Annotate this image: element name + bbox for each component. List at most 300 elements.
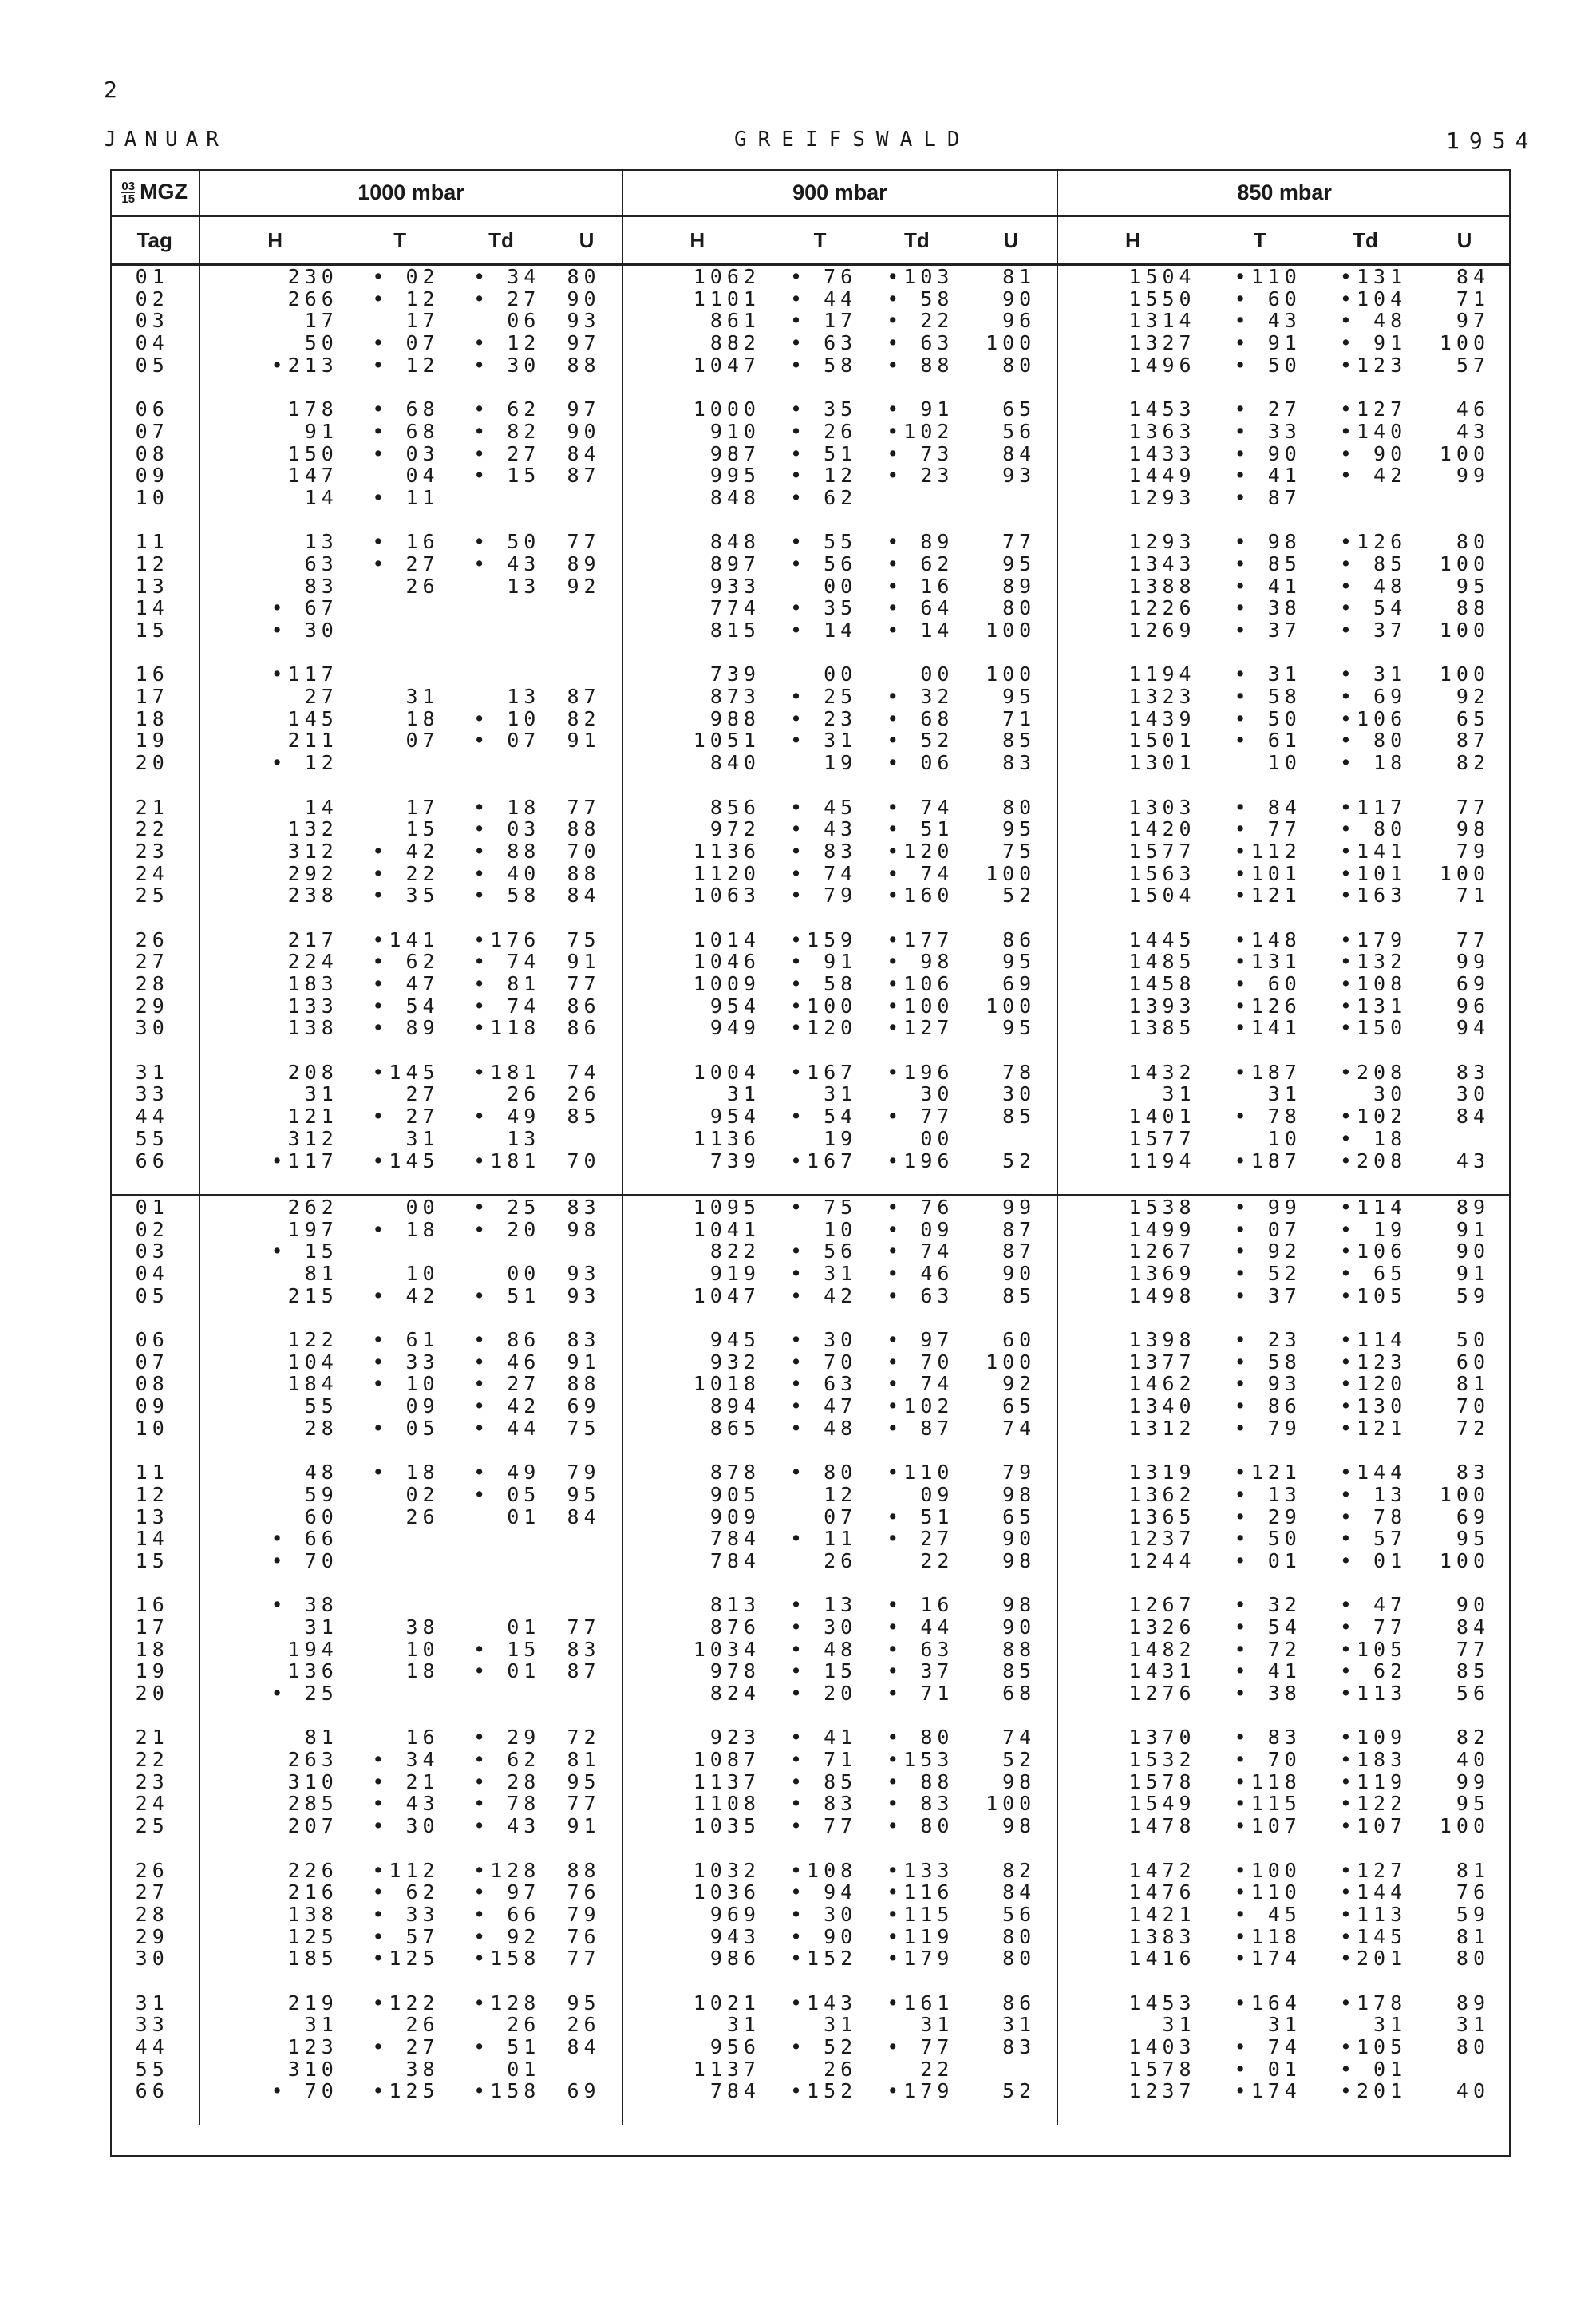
table-cell: • 66 bbox=[271, 1527, 338, 1551]
table-cell: •167 bbox=[790, 1060, 858, 1084]
value-group bbox=[1207, 797, 1313, 907]
table-cell: •141 bbox=[1234, 1016, 1302, 1040]
table-cell: 81 bbox=[1002, 265, 1037, 288]
value-group bbox=[1058, 929, 1207, 1039]
table-cell: 100 bbox=[1439, 662, 1490, 686]
table-cell: • 81 bbox=[473, 972, 541, 995]
table-cell: 76 bbox=[1456, 1880, 1490, 1904]
table-cell: 50 bbox=[1456, 1328, 1490, 1351]
day-label: 66 bbox=[135, 2079, 169, 2103]
table-cell: • 50 bbox=[1234, 353, 1302, 377]
table-cell: 43 bbox=[1456, 419, 1490, 443]
value-group bbox=[623, 531, 772, 641]
table-cell: 1014 bbox=[693, 927, 760, 951]
table-cell: • 27 bbox=[473, 441, 541, 465]
day-label: 17 bbox=[135, 1615, 169, 1639]
table-cell: • 33 bbox=[1234, 419, 1302, 443]
table-cell: 84 bbox=[1002, 1880, 1037, 1904]
table-cell: 00 bbox=[405, 1195, 440, 1219]
table-cell: 949 bbox=[709, 1016, 760, 1040]
table-cell: • 01 bbox=[1339, 2057, 1408, 2081]
table-cell bbox=[451, 619, 552, 642]
table-cell: • 91 bbox=[790, 950, 858, 974]
table-cell: 52 bbox=[1002, 2079, 1037, 2103]
table-cell: • 58 bbox=[473, 884, 541, 907]
value-group bbox=[1058, 1594, 1207, 1704]
table-cell: 123 bbox=[287, 2035, 338, 2058]
table-cell: 1476 bbox=[1128, 1880, 1196, 1904]
table-cell: 1244 bbox=[1128, 1548, 1196, 1572]
table-cell: • 46 bbox=[473, 1350, 541, 1374]
table-cell: 77 bbox=[1002, 530, 1037, 554]
value-group bbox=[623, 663, 772, 773]
value-group bbox=[200, 266, 349, 376]
day-label: 04 bbox=[135, 1261, 169, 1285]
value-group bbox=[1207, 1196, 1313, 1307]
table-cell: • 80 bbox=[1339, 729, 1408, 753]
col-header-td bbox=[868, 216, 965, 265]
table-cell: 1462 bbox=[1128, 1372, 1196, 1396]
table-cell: • 38 bbox=[1234, 1682, 1302, 1705]
value-group bbox=[1418, 1992, 1511, 2102]
table-cell: 865 bbox=[709, 1416, 760, 1440]
table-cell: •112 bbox=[1234, 839, 1302, 863]
table-cell: 31 bbox=[1267, 1082, 1302, 1106]
value-group bbox=[965, 266, 1057, 376]
table-cell: • 54 bbox=[1339, 596, 1408, 620]
table-cell: 1577 bbox=[1128, 839, 1196, 863]
col-header-td-text: Td bbox=[903, 227, 930, 252]
year-heading: 1954 bbox=[1446, 128, 1539, 154]
table-cell: 93 bbox=[1002, 464, 1037, 488]
table-cell: 1549 bbox=[1128, 1792, 1196, 1816]
table-cell bbox=[451, 752, 552, 774]
table-cell bbox=[551, 1550, 621, 1572]
table-cell: • 12 bbox=[473, 331, 541, 355]
table-cell: 1421 bbox=[1128, 1902, 1196, 1926]
value-column bbox=[868, 265, 965, 1196]
table-cell: 17 bbox=[405, 795, 440, 819]
table-cell: • 15 bbox=[271, 1240, 338, 1263]
table-cell: • 58 bbox=[790, 972, 858, 995]
table-cell: 1087 bbox=[693, 1748, 760, 1772]
table-cell: • 98 bbox=[1234, 530, 1302, 554]
table-cell: • 03 bbox=[473, 817, 541, 841]
table-cell: 92 bbox=[567, 574, 601, 598]
table-cell: 84 bbox=[567, 441, 601, 465]
day-group bbox=[110, 1726, 199, 1837]
table-cell bbox=[1418, 487, 1511, 509]
table-cell: • 18 bbox=[1339, 751, 1408, 775]
value-group bbox=[1418, 1726, 1511, 1837]
table-cell: •101 bbox=[1234, 861, 1302, 885]
col-header-t: T bbox=[1207, 216, 1313, 265]
table-cell: •161 bbox=[887, 1991, 954, 2015]
table-cell: • 50 bbox=[1234, 706, 1302, 730]
table-cell: •141 bbox=[372, 927, 440, 951]
table-cell: • 58 bbox=[790, 353, 858, 377]
value-group bbox=[551, 1062, 621, 1172]
table-cell: • 34 bbox=[372, 1748, 440, 1772]
day-label: 44 bbox=[135, 2035, 169, 2058]
table-cell: 85 bbox=[1456, 1659, 1490, 1683]
value-group bbox=[772, 398, 868, 508]
table-cell: 56 bbox=[1002, 419, 1037, 443]
table-cell: 1485 bbox=[1128, 950, 1196, 974]
table-cell: 784 bbox=[709, 1548, 760, 1572]
table-cell: 183 bbox=[287, 972, 338, 995]
table-cell: 82 bbox=[1002, 1858, 1037, 1882]
day-group bbox=[110, 266, 199, 376]
value-group bbox=[868, 1329, 965, 1439]
table-cell: 312 bbox=[287, 1126, 338, 1150]
col-header-td-text: Td bbox=[1353, 227, 1378, 252]
table-cell: 873 bbox=[709, 685, 760, 709]
day-label: 14 bbox=[135, 1527, 169, 1551]
table-cell: 1472 bbox=[1128, 1858, 1196, 1882]
table-cell: • 51 bbox=[473, 1283, 541, 1307]
table-cell: •108 bbox=[1339, 972, 1408, 995]
table-cell: • 12 bbox=[790, 464, 858, 488]
table-cell: 197 bbox=[287, 1217, 338, 1241]
table-cell: •118 bbox=[1234, 1924, 1302, 1948]
table-cell: •131 bbox=[1234, 950, 1302, 974]
table-cell: 80 bbox=[1456, 530, 1490, 554]
table-cell: 1453 bbox=[1128, 1991, 1196, 2015]
table-cell: 956 bbox=[709, 2035, 760, 2058]
table-cell: 77 bbox=[1456, 795, 1490, 819]
table-cell: 65 bbox=[1456, 706, 1490, 730]
value-group bbox=[551, 1196, 621, 1307]
table-cell bbox=[551, 663, 621, 686]
table-cell: 1062 bbox=[693, 265, 760, 288]
table-cell: 1340 bbox=[1128, 1394, 1196, 1418]
table-cell: •120 bbox=[1339, 1372, 1408, 1396]
table-cell: • 27 bbox=[372, 2035, 440, 2058]
table-cell: • 41 bbox=[1234, 464, 1302, 488]
table-cell: 80 bbox=[1002, 353, 1037, 377]
table-cell: 815 bbox=[709, 619, 760, 642]
value-group bbox=[623, 1594, 772, 1704]
day-label: 23 bbox=[135, 839, 169, 863]
table-cell: •113 bbox=[1339, 1902, 1408, 1926]
table-cell bbox=[350, 1240, 451, 1263]
table-cell: 99 bbox=[1456, 1769, 1490, 1793]
mgz-numerator: 03 bbox=[121, 180, 136, 194]
table-cell: 06 bbox=[507, 309, 541, 333]
table-cell bbox=[350, 663, 451, 686]
table-cell: 84 bbox=[1456, 1615, 1490, 1639]
day-label: 05 bbox=[135, 353, 169, 377]
day-label: 66 bbox=[135, 1149, 169, 1172]
table-cell: 83 bbox=[1002, 2035, 1037, 2058]
table-cell: 92 bbox=[1002, 1372, 1037, 1396]
table-cell: 74 bbox=[567, 1060, 601, 1084]
table-cell: 38 bbox=[405, 2057, 440, 2081]
table-cell: •141 bbox=[1339, 839, 1408, 863]
table-cell: • 62 bbox=[1339, 1659, 1408, 1683]
table-cell: 15 bbox=[405, 817, 440, 841]
table-cell: 57 bbox=[1456, 353, 1490, 377]
table-cell: 77 bbox=[1456, 927, 1490, 951]
table-cell: 784 bbox=[709, 2079, 760, 2103]
table-cell: 31 bbox=[304, 2013, 338, 2037]
table-cell: 09 bbox=[405, 1394, 440, 1418]
table-cell: 185 bbox=[287, 1947, 338, 1971]
table-cell: 91 bbox=[304, 419, 338, 443]
table-cell: • 66 bbox=[473, 1902, 541, 1926]
value-group bbox=[451, 1594, 552, 1704]
table-cell: •112 bbox=[372, 1858, 440, 1882]
table-cell: • 87 bbox=[1234, 485, 1302, 509]
table-cell: 263 bbox=[287, 1748, 338, 1772]
table-cell: •181 bbox=[473, 1060, 541, 1084]
value-group bbox=[965, 1062, 1057, 1172]
table-cell: 07 bbox=[405, 729, 440, 753]
table-cell: 178 bbox=[287, 397, 338, 421]
table-cell: • 18 bbox=[473, 795, 541, 819]
table-cell: 30 bbox=[920, 1082, 954, 1106]
table-cell: •187 bbox=[1234, 1149, 1302, 1172]
table-cell: 100 bbox=[986, 619, 1037, 642]
table-cell: 100 bbox=[1439, 441, 1490, 465]
table-cell: • 20 bbox=[790, 1682, 858, 1705]
table-cell: 882 bbox=[709, 331, 760, 355]
table-cell: 75 bbox=[567, 1416, 601, 1440]
table-cell: • 02 bbox=[372, 265, 440, 288]
table-cell: 10 bbox=[824, 1217, 858, 1241]
value-column bbox=[551, 1195, 622, 2124]
table-cell: 80 bbox=[567, 265, 601, 288]
table-cell: •120 bbox=[887, 839, 954, 863]
value-group bbox=[1207, 1992, 1313, 2102]
value-group bbox=[350, 398, 451, 508]
table-cell: 104 bbox=[287, 1350, 338, 1374]
month-heading: JANUAR bbox=[104, 128, 227, 152]
table-cell: 87 bbox=[1002, 1217, 1037, 1241]
value-column bbox=[200, 265, 349, 1196]
day-label: 24 bbox=[135, 1792, 169, 1816]
day-label: 11 bbox=[135, 1461, 169, 1485]
table-cell: 1550 bbox=[1128, 287, 1196, 310]
table-cell: • 18 bbox=[1339, 1126, 1408, 1150]
day-label: 29 bbox=[135, 1924, 169, 1948]
table-cell: • 27 bbox=[473, 1372, 541, 1396]
value-group bbox=[451, 398, 552, 508]
table-cell: •128 bbox=[473, 1858, 541, 1882]
table-cell: • 63 bbox=[887, 331, 954, 355]
tag-column bbox=[110, 265, 200, 1196]
table-cell: 848 bbox=[709, 485, 760, 509]
table-cell: • 77 bbox=[887, 1105, 954, 1129]
value-group bbox=[772, 663, 868, 773]
table-cell bbox=[965, 487, 1057, 509]
table-cell: 919 bbox=[709, 1261, 760, 1285]
table-cell: • 15 bbox=[473, 1637, 541, 1661]
table-cell: 132 bbox=[287, 817, 338, 841]
table-cell: • 30 bbox=[372, 1814, 440, 1838]
table-cell: 1439 bbox=[1128, 706, 1196, 730]
value-group bbox=[200, 1594, 349, 1704]
table-cell: 1401 bbox=[1128, 1105, 1196, 1129]
table-cell: 1482 bbox=[1128, 1637, 1196, 1661]
table-cell: 19 bbox=[824, 751, 858, 775]
table-cell: 1432 bbox=[1128, 1060, 1196, 1084]
table-cell: 93 bbox=[567, 309, 601, 333]
table-cell: 312 bbox=[287, 839, 338, 863]
table-cell: 00 bbox=[507, 1261, 541, 1285]
value-column bbox=[622, 265, 772, 1196]
table-cell: 1578 bbox=[1128, 1769, 1196, 1793]
table-cell: 943 bbox=[709, 1924, 760, 1948]
table-cell: •122 bbox=[1339, 1792, 1408, 1816]
value-group bbox=[1207, 531, 1313, 641]
table-cell: • 62 bbox=[887, 552, 954, 575]
table-cell: • 89 bbox=[372, 1016, 440, 1040]
value-group bbox=[623, 929, 772, 1039]
day-label: 55 bbox=[135, 2057, 169, 2081]
table-cell: 43 bbox=[1456, 1149, 1490, 1172]
table-cell: 85 bbox=[1002, 1105, 1037, 1129]
value-group bbox=[551, 531, 621, 641]
table-cell: 77 bbox=[567, 795, 601, 819]
table-cell: 100 bbox=[1439, 552, 1490, 575]
table-cell: • 19 bbox=[1339, 1217, 1408, 1241]
value-group bbox=[1418, 1062, 1511, 1172]
table-cell: 98 bbox=[1002, 1814, 1037, 1838]
table-cell bbox=[1418, 2058, 1511, 2081]
table-cell: • 54 bbox=[1234, 1615, 1302, 1639]
value-group bbox=[551, 929, 621, 1039]
table-cell: • 34 bbox=[473, 265, 541, 288]
table-cell: • 44 bbox=[473, 1416, 541, 1440]
table-cell: 1577 bbox=[1128, 1126, 1196, 1150]
table-cell: • 13 bbox=[1234, 1482, 1302, 1506]
table-cell: • 70 bbox=[887, 1350, 954, 1374]
table-cell: • 41 bbox=[1234, 574, 1302, 598]
table-cell: 856 bbox=[709, 795, 760, 819]
table-cell: 10 bbox=[1267, 1126, 1302, 1150]
table-cell: 14 bbox=[304, 485, 338, 509]
value-group bbox=[1207, 398, 1313, 508]
table-cell: 17 bbox=[304, 309, 338, 333]
table-cell: • 23 bbox=[1234, 1328, 1302, 1351]
table-cell: • 94 bbox=[790, 1880, 858, 1904]
table-cell: • 49 bbox=[473, 1461, 541, 1485]
table-cell: 26 bbox=[507, 2013, 541, 2037]
table-cell: 26 bbox=[405, 574, 440, 598]
table-cell: 81 bbox=[1456, 1858, 1490, 1882]
table-cell: •100 bbox=[887, 994, 954, 1018]
table-cell bbox=[551, 752, 621, 774]
table-cell: • 30 bbox=[271, 619, 338, 642]
table-cell: •145 bbox=[1339, 1924, 1408, 1948]
table-cell: 90 bbox=[1002, 1527, 1037, 1551]
table-cell: • 68 bbox=[372, 419, 440, 443]
table-cell: 95 bbox=[567, 1482, 601, 1506]
table-cell: 59 bbox=[1456, 1283, 1490, 1307]
table-cell: •201 bbox=[1339, 2079, 1408, 2103]
table-cell: • 48 bbox=[790, 1637, 858, 1661]
table-cell: • 80 bbox=[887, 1726, 954, 1750]
table-cell: 71 bbox=[1456, 884, 1490, 907]
table-cell: • 93 bbox=[1234, 1372, 1302, 1396]
table-cell: 932 bbox=[709, 1350, 760, 1374]
value-column bbox=[200, 1195, 349, 2124]
table-cell: • 05 bbox=[372, 1416, 440, 1440]
value-group bbox=[551, 797, 621, 907]
table-cell: 81 bbox=[304, 1726, 338, 1750]
table-cell: • 23 bbox=[790, 706, 858, 730]
table-cell: 89 bbox=[1002, 574, 1037, 598]
table-cell: • 38 bbox=[1234, 596, 1302, 620]
table-cell: • 52 bbox=[1234, 1261, 1302, 1285]
day-group bbox=[110, 1062, 199, 1172]
table-cell: •115 bbox=[1234, 1792, 1302, 1816]
table-cell: 954 bbox=[709, 994, 760, 1018]
day-label: 20 bbox=[135, 751, 169, 775]
value-group bbox=[451, 1992, 552, 2102]
table-cell: 1137 bbox=[693, 2057, 760, 2081]
table-cell: 77 bbox=[1456, 1637, 1490, 1661]
table-cell: •213 bbox=[271, 353, 338, 377]
table-cell: 12 bbox=[824, 1482, 858, 1506]
table-cell: 1449 bbox=[1128, 464, 1196, 488]
table-cell: 80 bbox=[1456, 2035, 1490, 2058]
table-cell: • 26 bbox=[790, 419, 858, 443]
table-cell: 739 bbox=[709, 662, 760, 686]
value-group bbox=[868, 663, 965, 773]
col-header-h: H bbox=[1057, 216, 1207, 265]
table-cell: • 77 bbox=[887, 2035, 954, 2058]
table-cell: •150 bbox=[1339, 1016, 1408, 1040]
table-cell: • 30 bbox=[790, 1328, 858, 1351]
table-cell: • 35 bbox=[790, 596, 858, 620]
table-cell: 1538 bbox=[1128, 1195, 1196, 1219]
table-cell: • 07 bbox=[1234, 1217, 1302, 1241]
table-cell: • 15 bbox=[790, 1659, 858, 1683]
value-column bbox=[1313, 265, 1418, 1196]
table-cell: •152 bbox=[790, 1947, 858, 1971]
table-cell: 38 bbox=[405, 1615, 440, 1639]
table-cell bbox=[1418, 1128, 1511, 1150]
table-cell: • 83 bbox=[790, 839, 858, 863]
table-cell: 230 bbox=[287, 265, 338, 288]
value-group bbox=[1207, 1062, 1313, 1172]
tag-column bbox=[110, 1195, 200, 2124]
table-cell: • 43 bbox=[473, 1814, 541, 1838]
table-cell: • 78 bbox=[473, 1792, 541, 1816]
table-cell: 31 bbox=[405, 1126, 440, 1150]
table-cell: 1498 bbox=[1128, 1283, 1196, 1307]
value-group bbox=[1058, 1196, 1207, 1307]
table-cell: •114 bbox=[1339, 1195, 1408, 1219]
value-group bbox=[1313, 1196, 1418, 1307]
table-cell: 82 bbox=[567, 706, 601, 730]
table-cell: 840 bbox=[709, 751, 760, 775]
table-cell: 87 bbox=[1456, 729, 1490, 753]
table-cell: • 83 bbox=[887, 1792, 954, 1816]
table-cell: • 42 bbox=[372, 839, 440, 863]
table-cell: • 60 bbox=[1234, 287, 1302, 310]
table-cell: 56 bbox=[1002, 1902, 1037, 1926]
table-cell: •103 bbox=[887, 265, 954, 288]
table-cell: 77 bbox=[567, 972, 601, 995]
day-group bbox=[110, 929, 199, 1039]
table-cell: 74 bbox=[1002, 1416, 1037, 1440]
table-cell: • 35 bbox=[790, 397, 858, 421]
table-cell: 1362 bbox=[1128, 1482, 1196, 1506]
